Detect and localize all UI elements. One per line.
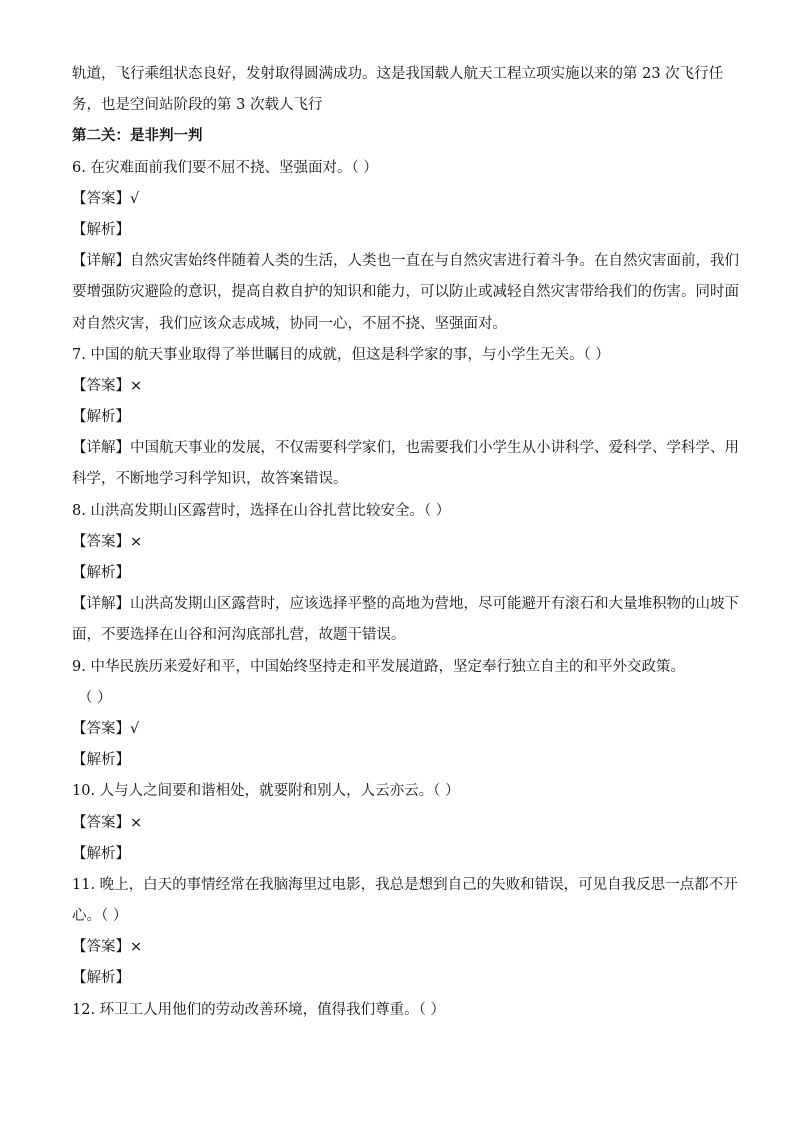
question-12: 12. 环卫工人用他们的劳动改善环境，值得我们尊重。（ ） — [72, 1001, 446, 1018]
analysis-9: 【解析】 — [72, 752, 130, 769]
question-11-line-1: 11. 晚上，白天的事情经常在我脑海里过电影，我总是想到自己的失败和错误，可见自我反思一点都不开 — [72, 876, 738, 893]
document-page — [72, 64, 739, 1031]
detail-8-line-1: 【详解】山洪高发期山区露营时，应该选择平整的高地为营地，尽可能避开有滚石和大量堆积物的山坡下 — [72, 596, 739, 613]
question-7: 7. 中国的航天事业取得了举世瞩目的成就，但这是科学家的事，与小学生无关。（ ） — [72, 346, 610, 363]
section-title: 第二关：是非判一判 — [72, 128, 203, 145]
question-8: 8. 山洪高发期山区露营时，选择在山谷扎营比较安全。（ ） — [72, 502, 451, 519]
question-9-paren: （ ） — [78, 689, 112, 706]
detail-6-line-1: 【详解】自然灾害始终伴随着人类的生活，人类也一直在与自然灾害进行着斗争。在自然灾害面前，我们 — [72, 253, 739, 270]
question-11-line-2: 心。（ ） — [72, 908, 128, 925]
analysis-10: 【解析】 — [72, 845, 130, 862]
question-9: 9. 中华民族历来爱好和平，中国始终坚持走和平发展道路，坚定奉行独立自主的和平外交政策。 — [72, 658, 685, 675]
detail-7-line-2: 科学，不断地学习科学知识，故答案错误。 — [72, 471, 348, 488]
answer-10: 【答案】× — [72, 814, 143, 831]
question-10: 10. 人与人之间要和谐相处，就要附和别人，人云亦云。（ ） — [72, 783, 460, 800]
analysis-8: 【解析】 — [72, 565, 130, 581]
detail-6-line-3: 对自然灾害，我们应该众志成城，协同一心，不屈不挠、坚强面对。 — [72, 315, 507, 332]
answer-8: 【答案】× — [72, 533, 143, 550]
intro-line-2: 务，也是空间站阶段的第 3 次载人飞行 — [72, 97, 323, 114]
answer-6: 【答案】√ — [72, 190, 140, 207]
analysis-11: 【解析】 — [72, 970, 130, 987]
answer-11: 【答案】× — [72, 939, 143, 956]
analysis-6: 【解析】 — [72, 221, 130, 238]
answer-7: 【答案】× — [72, 377, 143, 394]
detail-7-line-1: 【详解】中国航天事业的发展，不仅需要科学家们，也需要我们小学生从小讲科学、爱科学、学科学、用 — [72, 440, 739, 457]
question-6: 6. 在灾难面前我们要不屈不挠、坚强面对。（ ） — [72, 159, 378, 176]
analysis-7: 【解析】 — [72, 409, 130, 426]
detail-8-line-2: 面，不要选择在山谷和河沟底部扎营，故题干错误。 — [72, 627, 406, 644]
detail-6-line-2: 要增强防灾避险的意识，提高自救自护的知识和能力，可以防止或减轻自然灾害带给我们的伤害。同时面 — [72, 284, 739, 301]
answer-9: 【答案】√ — [72, 720, 140, 737]
intro-line-1: 轨道，飞行乘组状态良好，发射取得圆满成功。这是我国载人航天工程立项实施以来的第 23 次飞行任 — [72, 66, 724, 82]
